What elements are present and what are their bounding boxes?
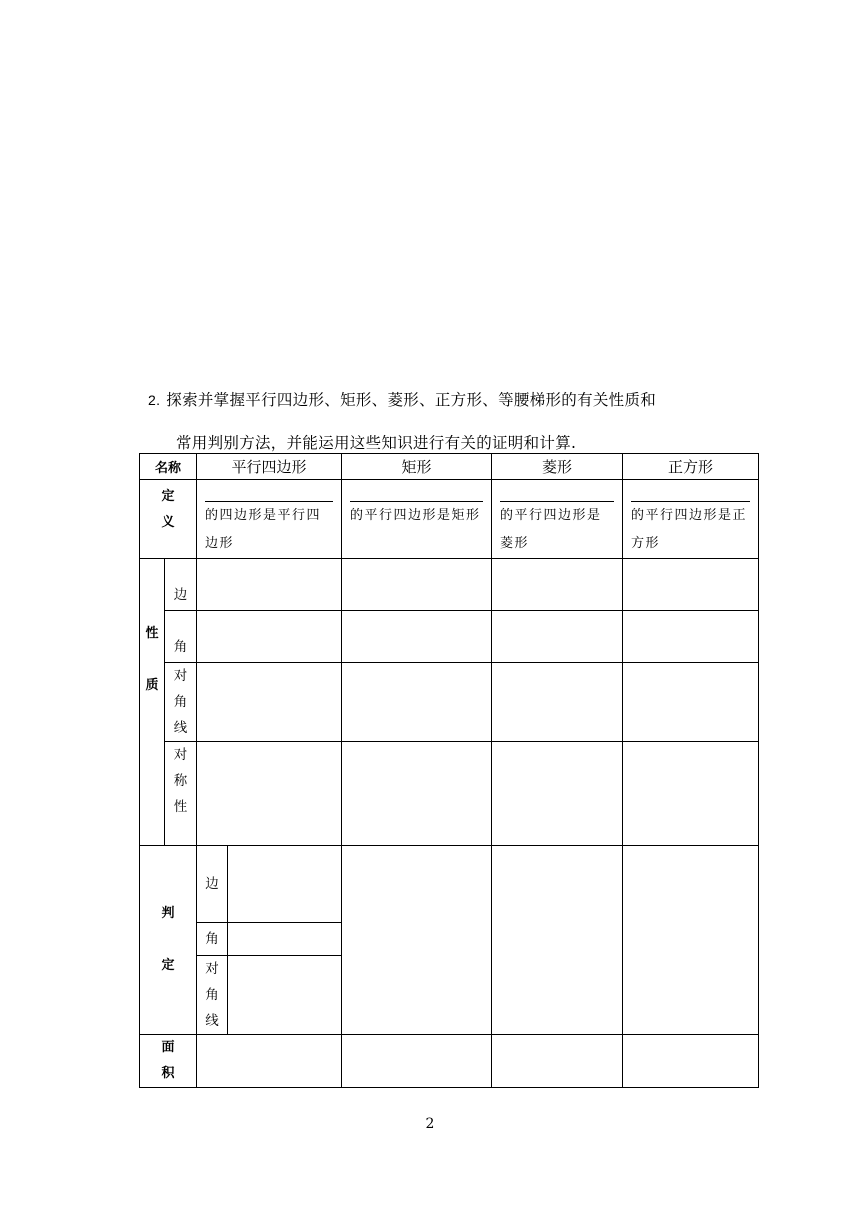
criteria-label [140, 846, 197, 1035]
definition-rectangle-text: 的平行四边形是矩形 [350, 508, 481, 523]
answer-cell[interactable] [623, 1035, 759, 1088]
header-rhombus: 菱形 [492, 454, 623, 480]
answer-cell[interactable] [197, 663, 342, 742]
definition-square-cell [623, 480, 759, 559]
answer-cell[interactable] [492, 846, 623, 1035]
property-side-label: 边 [165, 559, 197, 611]
item-heading-line1 [148, 388, 656, 410]
answer-cell[interactable] [197, 611, 342, 663]
item-text-line1: 探索并掌握平行四边形、矩形、菱形、正方形、等腰梯形的有关性质和 [166, 391, 657, 409]
area-row [140, 1035, 759, 1088]
answer-cell[interactable] [342, 663, 492, 742]
criteria-label-char2: 定 [161, 958, 175, 973]
answer-cell[interactable] [623, 742, 759, 846]
answer-cell[interactable] [492, 742, 623, 846]
item-number: 2. [148, 392, 161, 408]
definition-parallelogram-text: 的四边形是平行四边形 [205, 508, 322, 551]
answer-cell[interactable] [197, 742, 342, 846]
answer-cell[interactable] [342, 559, 492, 611]
area-label-char2: 积 [161, 1066, 175, 1081]
area-label [140, 1035, 197, 1088]
fill-in-blank[interactable] [631, 488, 750, 502]
page-number: 2 [425, 1116, 435, 1132]
definition-row [140, 480, 759, 559]
answer-cell[interactable] [492, 611, 623, 663]
header-rectangle: 矩形 [342, 454, 492, 480]
property-angle-label: 角 [165, 611, 197, 663]
definition-parallelogram-cell [197, 480, 342, 559]
criteria-side-row [140, 846, 759, 923]
criteria-side-label: 边 [197, 846, 228, 923]
header-name-cell: 名称 [140, 454, 197, 480]
answer-cell[interactable] [228, 846, 342, 923]
item-heading-line2: 常用判别方法，并能运用这些知识进行有关的证明和计算. [176, 434, 577, 452]
fill-in-blank[interactable] [500, 488, 614, 502]
criteria-angle-label: 角 [197, 923, 228, 956]
definition-rectangle-cell [342, 480, 492, 559]
definition-label-char1: 定 [161, 489, 175, 504]
definition-rhombus-cell [492, 480, 623, 559]
answer-cell[interactable] [228, 923, 342, 956]
fill-in-blank[interactable] [205, 488, 333, 502]
area-label-char1: 面 [161, 1040, 175, 1055]
property-side-row [140, 559, 759, 611]
property-diagonal-label: 对角线 [165, 663, 197, 742]
answer-cell[interactable] [623, 846, 759, 1035]
answer-cell[interactable] [342, 742, 492, 846]
header-parallelogram: 平行四边形 [197, 454, 342, 480]
definition-label-char2: 义 [161, 515, 175, 530]
answer-cell[interactable] [623, 611, 759, 663]
criteria-diagonal-label: 对角线 [197, 956, 228, 1035]
property-symmetry-row [140, 742, 759, 846]
property-diagonal-row [140, 663, 759, 742]
properties-label [140, 559, 165, 846]
answer-cell[interactable] [623, 663, 759, 742]
definition-square-text: 的平行四边形是正方形 [631, 508, 748, 551]
header-square: 正方形 [623, 454, 759, 480]
answer-cell[interactable] [492, 663, 623, 742]
definition-rhombus-text: 的平行四边形是菱形 [500, 508, 602, 551]
answer-cell[interactable] [492, 559, 623, 611]
criteria-label-char1: 判 [161, 906, 175, 921]
quadrilateral-table [139, 453, 759, 1088]
answer-cell[interactable] [342, 611, 492, 663]
property-symmetry-label: 对称性 [165, 742, 197, 846]
properties-label-char1: 性 [145, 626, 159, 641]
definition-label [140, 480, 197, 559]
answer-cell[interactable] [623, 559, 759, 611]
answer-cell[interactable] [197, 1035, 342, 1088]
answer-cell[interactable] [197, 559, 342, 611]
properties-label-char2: 质 [145, 678, 159, 693]
property-angle-row [140, 611, 759, 663]
answer-cell[interactable] [342, 1035, 492, 1088]
fill-in-blank[interactable] [350, 488, 483, 502]
answer-cell[interactable] [492, 1035, 623, 1088]
table-header-row [140, 454, 759, 480]
answer-cell[interactable] [228, 956, 342, 1035]
answer-cell[interactable] [342, 846, 492, 1035]
